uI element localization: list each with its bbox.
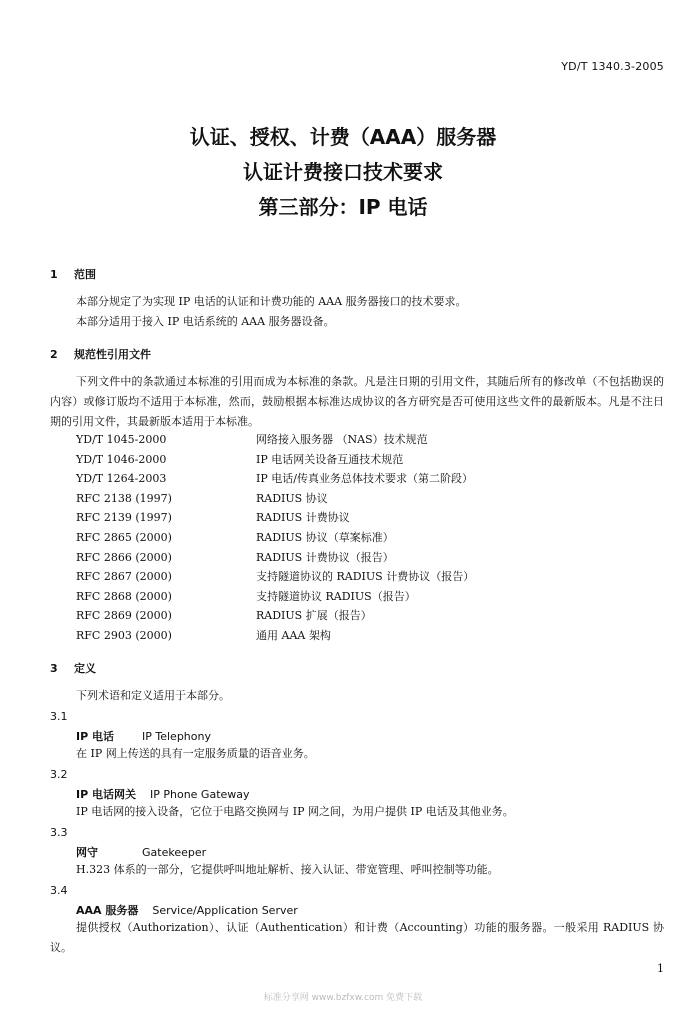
term-en: Service/Application Server xyxy=(152,904,298,917)
term-cn: IP 电话 xyxy=(76,730,114,743)
term-heading xyxy=(76,786,250,802)
section-number: 1 xyxy=(50,268,58,281)
section-3-heading xyxy=(50,660,96,676)
reference-code: RFC 2139 (1997) xyxy=(76,511,172,525)
term-definition: H.323 体系的一部分，它提供呼叫地址解析、接入认证、带宽管理、呼叫控制等功能。 xyxy=(76,863,499,876)
section-title: 定义 xyxy=(74,662,96,675)
section-1-heading xyxy=(50,266,96,282)
term-cn: 网守 xyxy=(76,846,98,859)
title-line-1: 认证、授权、计费（AAA）服务器 xyxy=(189,125,497,149)
reference-title: RADIUS 扩展（报告） xyxy=(256,609,372,623)
reference-title: RADIUS 协议 xyxy=(256,491,328,505)
reference-code: RFC 2903 (2000) xyxy=(76,629,172,642)
reference-title: RADIUS 计费协议 xyxy=(256,511,350,525)
reference-title: RADIUS 计费协议（报告） xyxy=(256,550,394,564)
reference-code: YD/T 1264-2003 xyxy=(76,472,167,486)
term-en: IP Telephony xyxy=(142,730,211,743)
term-number: 3.4 xyxy=(50,884,68,897)
term-en: IP Phone Gateway xyxy=(149,788,250,801)
standard-code: YD/T 1340.3-2005 xyxy=(561,60,664,73)
reference-code: RFC 2867 (2000) xyxy=(76,570,172,584)
term-en: Gatekeeper xyxy=(142,846,207,859)
reference-title: 网络接入服务器 （NAS）技术规范 xyxy=(256,433,428,446)
reference-title: IP 电话网关设备互通技术规范 xyxy=(256,452,404,466)
term-number: 3.1 xyxy=(50,710,68,723)
document-title xyxy=(0,122,686,227)
term-cn: AAA 服务器 xyxy=(76,904,139,917)
section-1-para-2: 本部分适用于接入 IP 电话系统的 AAA 服务器设备。 xyxy=(76,315,335,328)
reference-code: RFC 2866 (2000) xyxy=(76,550,172,564)
term-definition: 在 IP 网上传送的具有一定服务质量的语音业务。 xyxy=(76,747,315,760)
reference-code: RFC 2869 (2000) xyxy=(76,609,172,623)
section-2-intro: 下列文件中的条款通过本标准的引用而成为本标准的条款。凡是注日期的引用文件，其随后所有的修改单（不包括勘误的内容）或修订版均不适用于本标准，然而，鼓励根据本标准达成协议的各方研究是否可使用这些文件的最新版本。凡是不注日期的引用文件，其最新版本适用于本标准。 xyxy=(50,375,664,428)
reference-title: RADIUS 协议（草案标准） xyxy=(256,531,394,544)
term-definition: 提供授权（Authorization）、认证（Authentication）和计费（Accounting）功能的服务器。一般采用 RADIUS 协议。 xyxy=(50,921,664,954)
reference-code: RFC 2868 (2000) xyxy=(76,589,172,603)
page-number: 1 xyxy=(657,962,664,975)
reference-code: RFC 2865 (2000) xyxy=(76,531,172,544)
term-number: 3.3 xyxy=(50,826,68,839)
reference-code: YD/T 1046-2000 xyxy=(76,452,167,466)
reference-title: 支持隧道协议 RADIUS（报告） xyxy=(256,589,416,603)
section-3-intro: 下列术语和定义适用于本部分。 xyxy=(76,689,230,702)
section-title: 规范性引用文件 xyxy=(74,348,151,361)
term-heading xyxy=(76,902,298,918)
footer-watermark: 标准分享网 www.bzfxw.com 免费下载 xyxy=(263,993,423,1003)
reference-code: YD/T 1045-2000 xyxy=(76,433,167,446)
section-number: 3 xyxy=(50,662,58,675)
term-heading xyxy=(76,844,206,860)
term-number: 3.2 xyxy=(50,768,68,781)
section-2-heading xyxy=(50,346,151,362)
section-1-para-1: 本部分规定了为实现 IP 电话的认证和计费功能的 AAA 服务器接口的技术要求。 xyxy=(76,295,467,308)
section-title: 范围 xyxy=(74,268,96,281)
reference-title: 通用 AAA 架构 xyxy=(256,629,331,642)
reference-title: 支持隧道协议的 RADIUS 计费协议（报告） xyxy=(256,570,475,584)
reference-title: IP 电话/传真业务总体技术要求（第二阶段） xyxy=(256,472,473,486)
section-number: 2 xyxy=(50,348,58,361)
title-line-3: 第三部分：IP 电话 xyxy=(258,195,428,219)
term-heading xyxy=(76,728,211,744)
term-definition: IP 电话网的接入设备，它位于电路交换网与 IP 网之间，为用户提供 IP 电话及其他业务。 xyxy=(76,805,514,818)
reference-code: RFC 2138 (1997) xyxy=(76,491,172,505)
title-line-2: 认证计费接口技术要求 xyxy=(243,160,443,184)
term-cn: IP 电话网关 xyxy=(76,788,136,801)
